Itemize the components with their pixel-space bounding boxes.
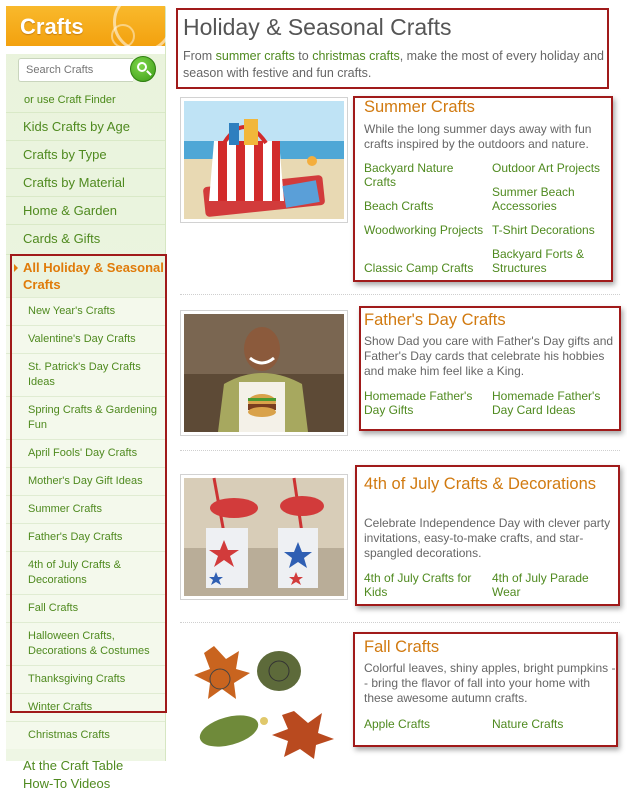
page-title: Holiday & Seasonal Crafts xyxy=(183,14,452,40)
section-desc-fathers-day: Show Dad you care with Father's Day gifts and Father's Day cards that celebrate his hobbies and make him feel like a King. xyxy=(364,334,614,378)
nav-crafts-by-material[interactable]: Crafts by Material xyxy=(6,168,165,196)
sidebar xyxy=(6,6,166,791)
subnav-st-patricks[interactable]: St. Patrick's Day Crafts Ideas xyxy=(6,353,165,396)
link-homemade-fathers-day-card-ideas[interactable]: Homemade Father's Day Card Ideas xyxy=(492,389,601,417)
subnav-halloween[interactable]: Halloween Crafts, Decorations & Costumes xyxy=(6,622,165,665)
link-apple-crafts[interactable]: Apple Crafts xyxy=(364,717,431,731)
dad-apron-image xyxy=(184,314,344,432)
holiday-subnav xyxy=(6,297,165,749)
link-4th-of-july-crafts-for-kids[interactable]: 4th of July Crafts for Kids xyxy=(364,571,472,599)
link-4th-of-july-parade-wear[interactable]: 4th of July Parade Wear xyxy=(492,571,589,599)
subnav-fathers-day[interactable]: Father's Day Crafts xyxy=(6,523,165,551)
subnav-april-fools[interactable]: April Fools' Day Crafts xyxy=(6,439,165,467)
fourth-of-july-photo[interactable] xyxy=(180,474,348,600)
link-homemade-fathers-day-gifts[interactable]: Homemade Father's Day Gifts xyxy=(364,389,473,417)
section-title-summer[interactable]: Summer Crafts xyxy=(364,98,475,116)
link-classic-camp-crafts[interactable]: Classic Camp Crafts xyxy=(364,261,474,275)
nav-all-holiday-seasonal-label: All Holiday & Seasonal Crafts xyxy=(23,260,164,292)
nav-home-and-garden[interactable]: Home & Garden xyxy=(6,196,165,224)
section-title-fathers-day[interactable]: Father's Day Crafts xyxy=(364,311,506,329)
subnav-fall[interactable]: Fall Crafts xyxy=(6,594,165,622)
subnav-christmas[interactable]: Christmas Crafts xyxy=(6,721,165,749)
star-can-stilts-image xyxy=(184,478,344,596)
section-desc-summer: While the long summer days away with fun crafts inspired by the outdoors and nature. xyxy=(364,122,592,151)
section-title-fall[interactable]: Fall Crafts xyxy=(364,638,440,656)
subnav-summer[interactable]: Summer Crafts xyxy=(6,495,165,523)
nav-cards-and-gifts[interactable]: Cards & Gifts xyxy=(6,224,165,252)
fathers-day-photo[interactable] xyxy=(180,310,348,436)
subnav-winter[interactable]: Winter Crafts xyxy=(6,693,165,721)
subnav-mothers-day[interactable]: Mother's Day Gift Ideas xyxy=(6,467,165,495)
link-summer-beach-accessories[interactable]: Summer Beach Accessories xyxy=(492,185,575,213)
fall-crafts-photo[interactable] xyxy=(180,637,348,763)
subnav-new-years[interactable]: New Year's Crafts xyxy=(6,297,165,325)
nav-how-to-videos[interactable]: How-To Videos xyxy=(23,776,111,791)
nav-kids-crafts-by-age[interactable]: Kids Crafts by Age xyxy=(6,112,165,140)
subnav-thanksgiving[interactable]: Thanksgiving Crafts xyxy=(6,665,165,693)
brand-logo[interactable] xyxy=(6,6,165,46)
nav-all-holiday-seasonal[interactable] xyxy=(6,254,165,297)
summer-crafts-photo[interactable] xyxy=(180,97,348,223)
intro-text: From summer crafts to christmas crafts, make the most of every holiday and season with festive and fun crafts. xyxy=(183,49,604,80)
leaf-creatures-image xyxy=(184,641,344,759)
search-input[interactable] xyxy=(18,58,133,82)
link-nature-crafts[interactable]: Nature Crafts xyxy=(492,717,564,731)
link-woodworking-projects[interactable]: Woodworking Projects xyxy=(364,223,484,237)
search-bar xyxy=(6,54,165,90)
summer-crafts-link[interactable]: summer crafts xyxy=(215,49,295,63)
search-button[interactable] xyxy=(130,56,156,82)
link-outdoor-art-projects[interactable]: Outdoor Art Projects xyxy=(492,161,601,175)
link-beach-crafts[interactable]: Beach Crafts xyxy=(364,199,434,213)
arrow-right-icon xyxy=(14,264,18,272)
subnav-spring[interactable]: Spring Crafts & Gardening Fun xyxy=(6,396,165,439)
section-desc-4th-of-july: Celebrate Independence Day with clever party invitations, easy-to-make crafts, and star-spangled decorations. xyxy=(364,516,611,560)
subnav-4th-of-july[interactable]: 4th of July Crafts & Decorations xyxy=(6,551,165,594)
nav-at-the-craft-table[interactable]: At the Craft Table xyxy=(23,758,124,773)
subnav-valentines[interactable]: Valentine's Day Crafts xyxy=(6,325,165,353)
beach-bag-image xyxy=(184,101,344,219)
section-desc-fall: Colorful leaves, shiny apples, bright pumpkins -- bring the flavor of fall into your home with these awesome autumn crafts. xyxy=(364,661,616,705)
link-t-shirt-decorations[interactable]: T-Shirt Decorations xyxy=(492,223,595,237)
nav-crafts-by-type[interactable]: Crafts by Type xyxy=(6,140,165,168)
craft-finder-link[interactable]: or use Craft Finder xyxy=(24,94,116,106)
brand-title: Crafts xyxy=(20,14,84,39)
link-backyard-nature-crafts[interactable]: Backyard Nature Crafts xyxy=(364,161,454,189)
link-backyard-forts[interactable]: Backyard Forts & Structures xyxy=(492,247,585,275)
section-title-4th-of-july[interactable]: 4th of July Crafts & Decorations xyxy=(364,475,597,493)
swirl-decoration-icon xyxy=(111,24,135,48)
christmas-crafts-link[interactable]: christmas crafts xyxy=(312,49,400,63)
